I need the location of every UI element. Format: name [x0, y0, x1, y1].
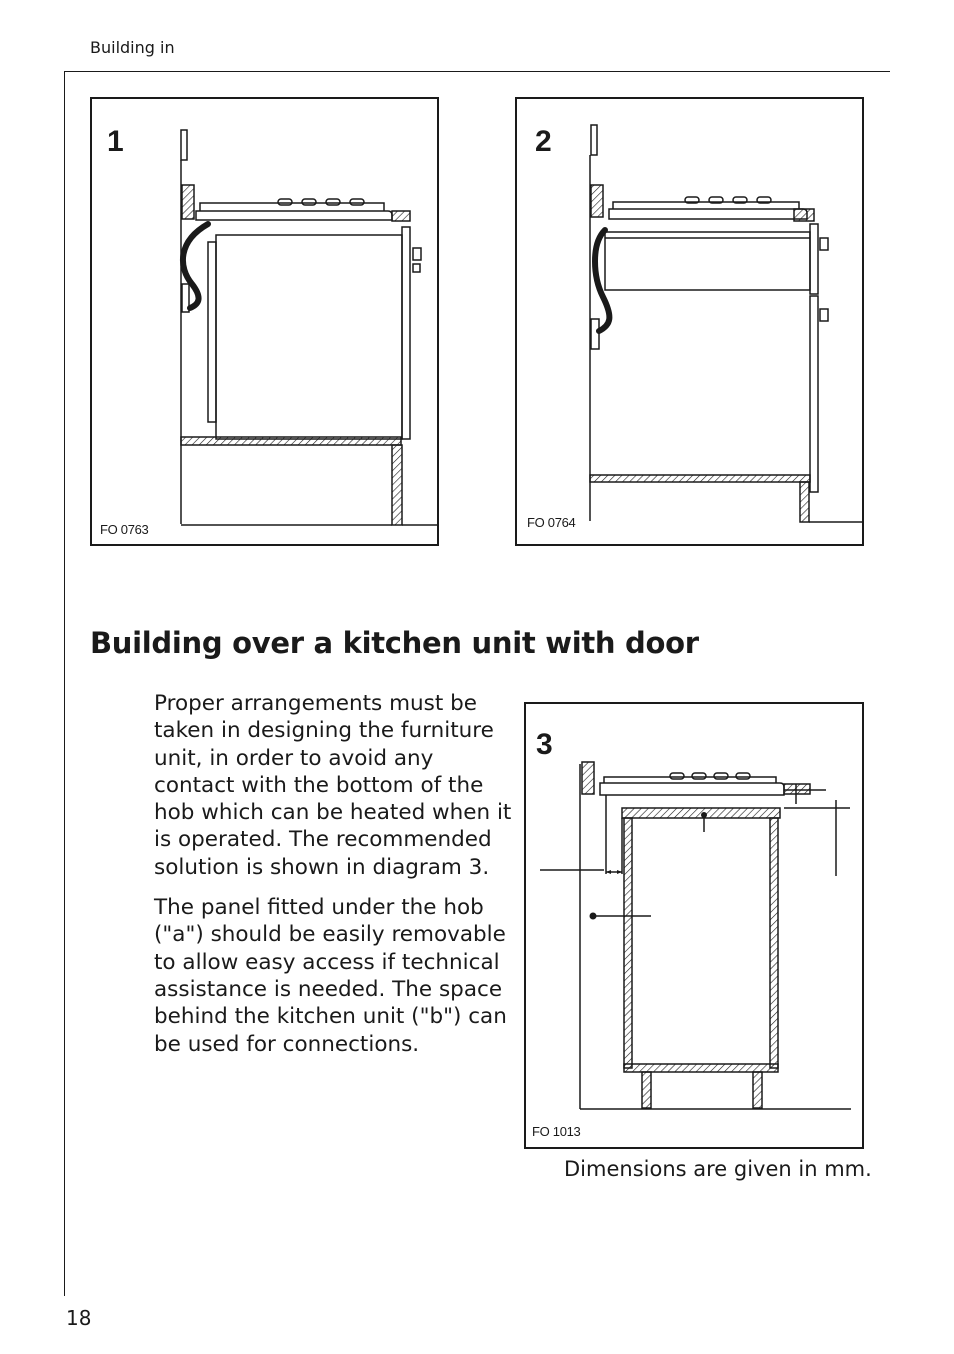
figure-3-code: FO 1013 — [532, 1124, 581, 1139]
figure-2-code: FO 0764 — [527, 515, 576, 530]
figure-2 — [515, 97, 864, 546]
figure-3-drawing — [526, 704, 866, 1151]
figure-1 — [90, 97, 439, 546]
paragraph-2: The panel fitted under the hob ("a") should be easily removable to allow easy access if technical assistance is needed. The space behind the kitchen unit ("b") can be used for connections. — [154, 895, 507, 1057]
paragraph-1: Proper arrangements must be taken in designing the furniture unit, in order to avoid any contact with the bottom of the hob which can be heated when it is operated. The recommended solution is shown in diagram 3. — [154, 691, 512, 880]
figure-2-drawing — [517, 99, 866, 548]
dimensions-caption: Dimensions are given in mm. — [564, 1157, 872, 1181]
figure-2-number: 2 — [535, 125, 552, 158]
body-text — [154, 690, 514, 1071]
figure-3 — [524, 702, 864, 1149]
figure-1-code: FO 0763 — [100, 522, 149, 537]
margin-rule — [64, 71, 65, 1296]
figure-1-number: 1 — [107, 125, 124, 158]
section-title: Building over a kitchen unit with door — [90, 626, 699, 660]
figure-3-number: 3 — [536, 728, 553, 761]
header-rule — [64, 71, 890, 72]
header-label: Building in — [90, 38, 175, 57]
figure-1-drawing — [92, 99, 441, 548]
page-number: 18 — [66, 1306, 92, 1330]
